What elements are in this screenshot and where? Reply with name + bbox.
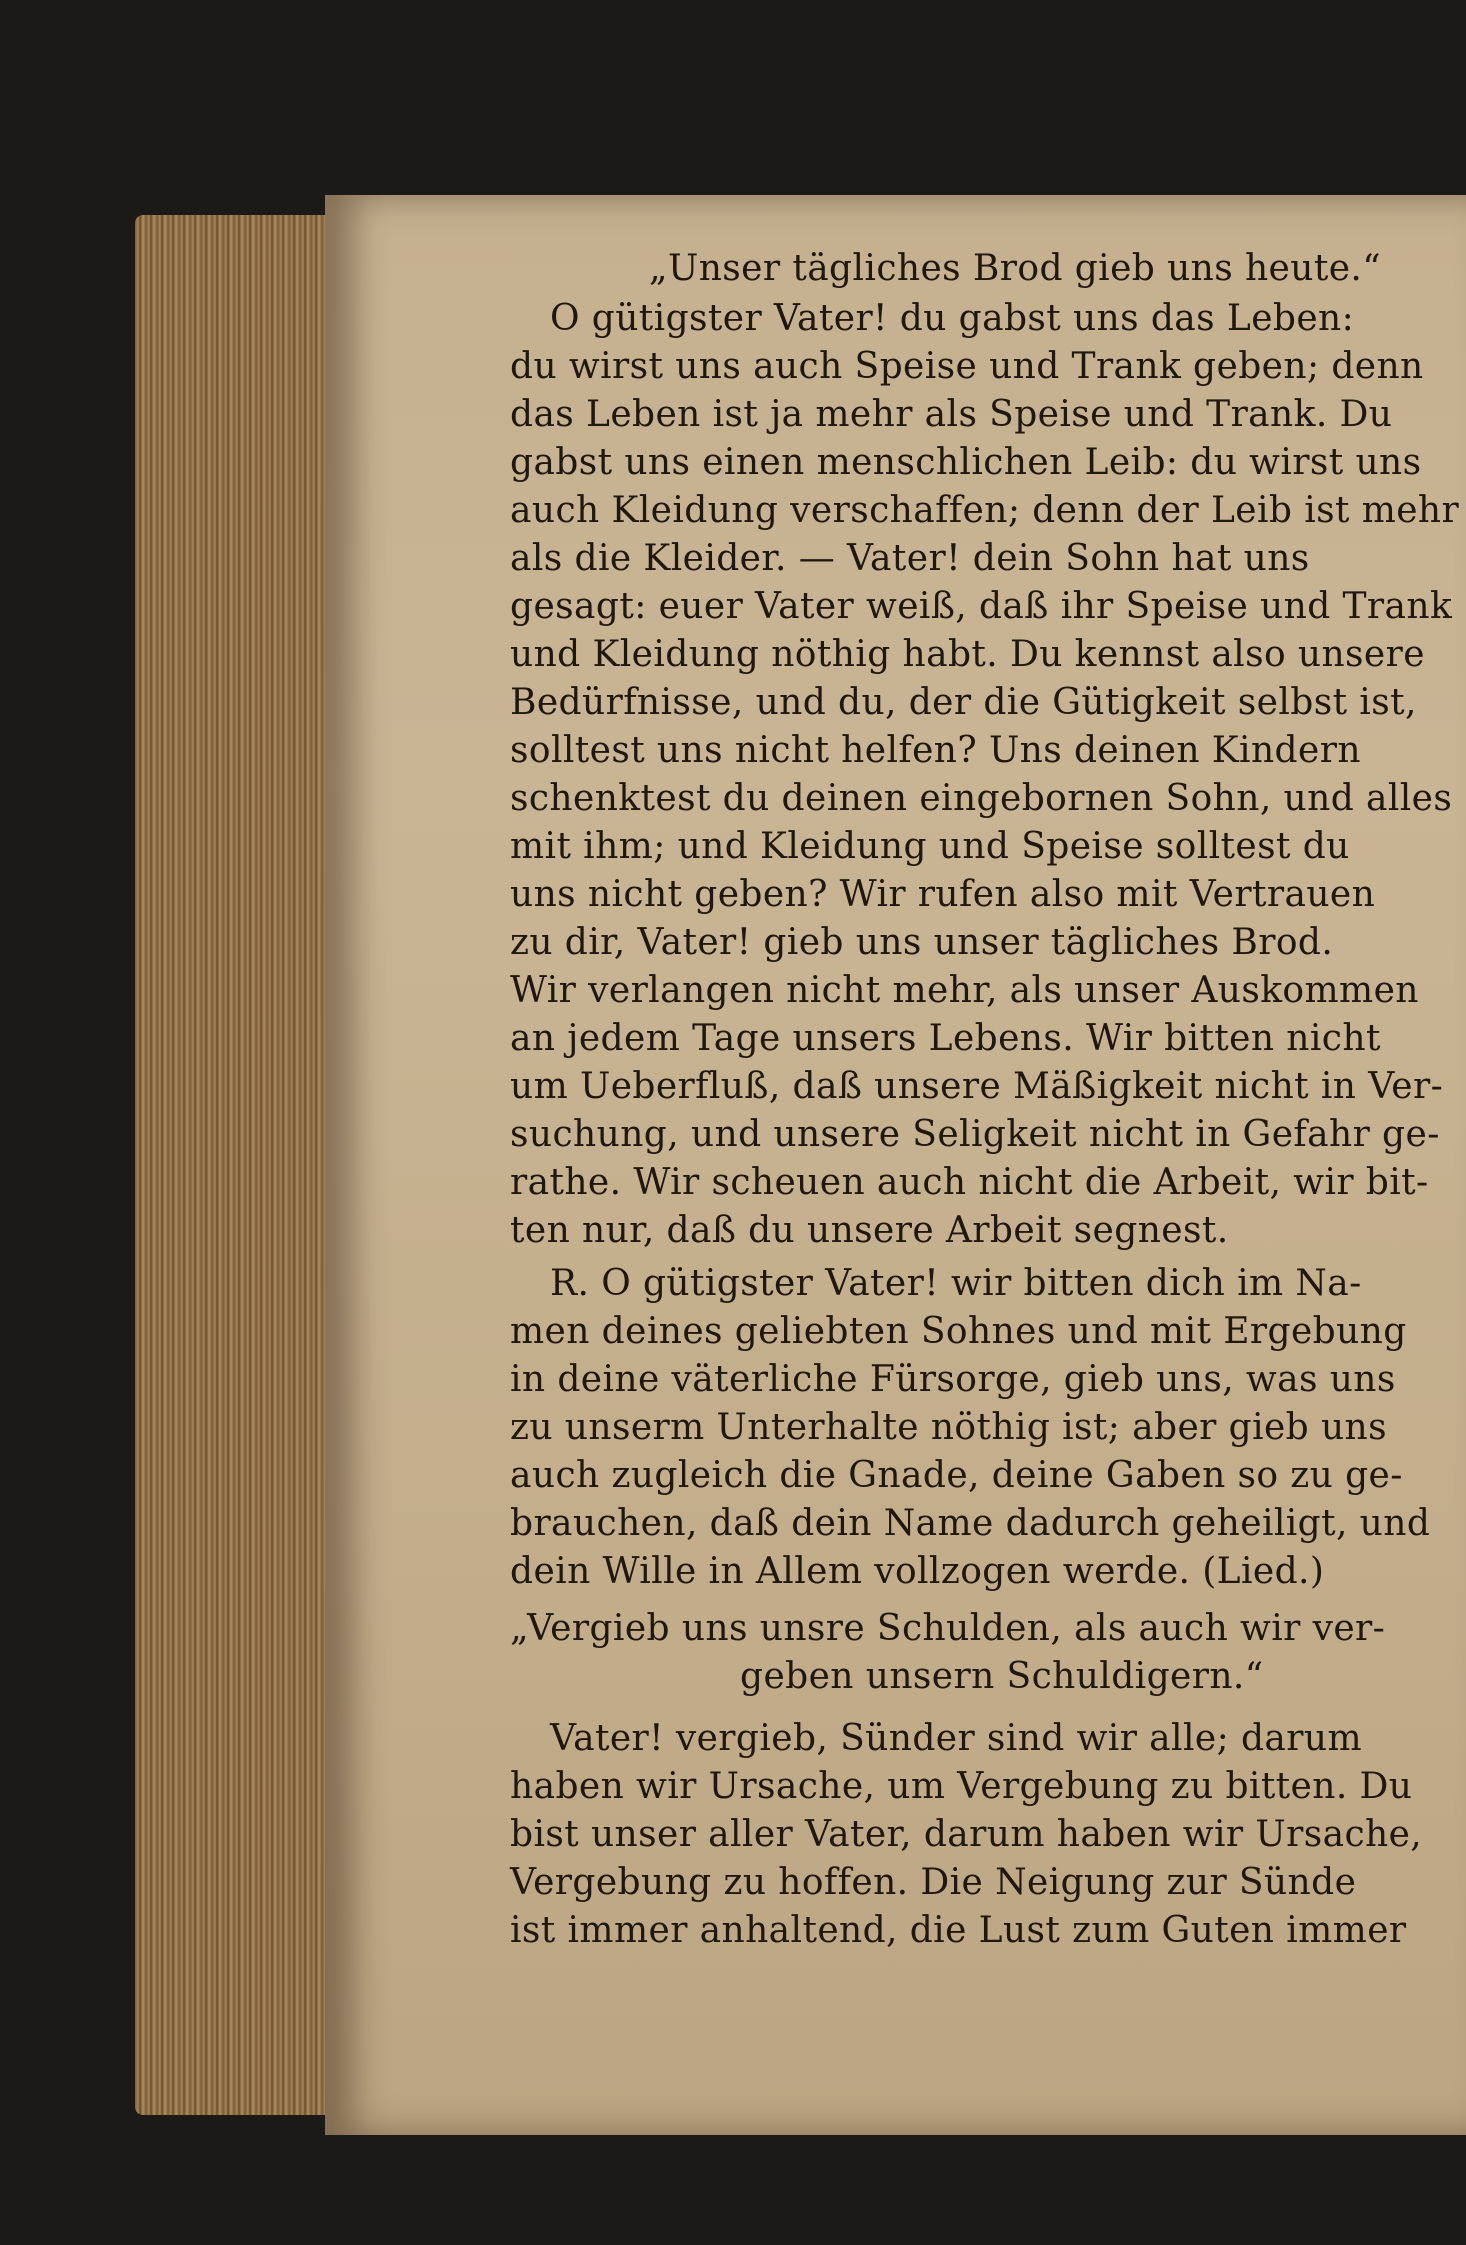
text-line: uns nicht geben? Wir rufen also mit Vertrauen (510, 874, 1376, 915)
text-line: dein Wille in Allem vollzogen werde. (Lied.) (510, 1551, 1325, 1592)
page-text (510, 245, 1466, 2145)
text-line: rathe. Wir scheuen auch nicht die Arbeit, wir bit- (510, 1162, 1429, 1203)
text-line: du wirst uns auch Speise und Trank geben; denn (510, 346, 1424, 387)
text-line: auch Kleidung verschaffen; denn der Leib ist mehr (510, 490, 1460, 531)
text-line: Wir verlangen nicht mehr, als unser Auskommen (510, 970, 1419, 1011)
text-line: zu unserm Unterhalte nöthig ist; aber gieb uns (510, 1407, 1388, 1448)
text-line: gabst uns einen menschlichen Leib: du wirst uns (510, 442, 1422, 483)
text-line: schenktest du deinen eingebornen Sohn, und alles (510, 778, 1453, 819)
heading-forgive: „Vergieb uns unsre Schulden, als auch wir ver- (510, 1608, 1386, 1649)
text-line: brauchen, daß dein Name dadurch geheiligt, und (510, 1503, 1431, 1544)
heading-bread: „Unser tägliches Brod gieb uns heute.“ (648, 248, 1382, 289)
text-line: Vergebung zu hoffen. Die Neigung zur Sünde (510, 1862, 1357, 1903)
text-line: auch zugleich die Gnade, deine Gaben so zu ge- (510, 1455, 1403, 1496)
text-line: men deines geliebten Sohnes und mit Ergebung (510, 1311, 1407, 1352)
text-line: suchung, und unsere Seligkeit nicht in Gefahr ge- (510, 1114, 1440, 1155)
text-line: das Leben ist ja mehr als Speise und Trank. Du (510, 394, 1393, 435)
text-line: und Kleidung nöthig habt. Du kennst also unsere (510, 634, 1425, 675)
text-line: mit ihm; und Kleidung und Speise solltest du (510, 826, 1350, 867)
text-line: ten nur, daß du unsere Arbeit segnest. (510, 1210, 1229, 1251)
response-line: R. O gütigster Vater! wir bitten dich im Na- (550, 1263, 1362, 1304)
text-line: um Ueberfluß, daß unsere Mäßigkeit nicht in Ver- (510, 1066, 1444, 1107)
text-line: zu dir, Vater! gieb uns unser tägliches Brod. (510, 922, 1334, 963)
book-page (325, 195, 1466, 2135)
text-line: solltest uns nicht helfen? Uns deinen Kindern (510, 730, 1361, 771)
heading-forgive-cont: geben unsern Schuldigern.“ (740, 1656, 1264, 1697)
text-line: gesagt: euer Vater weiß, daß ihr Speise und Trank (510, 586, 1453, 627)
text-line: ist immer anhaltend, die Lust zum Guten immer (510, 1910, 1407, 1951)
text-line: als die Kleider. — Vater! dein Sohn hat uns (510, 538, 1310, 579)
text-line: Bedürfnisse, und du, der die Gütigkeit selbst ist, (510, 682, 1417, 723)
page-edges (135, 215, 345, 2115)
book (135, 195, 1466, 2135)
text-line: Vater! vergieb, Sünder sind wir alle; darum (550, 1718, 1362, 1759)
text-line: an jedem Tage unsers Lebens. Wir bitten nicht (510, 1018, 1381, 1059)
text-line: in deine väterliche Fürsorge, gieb uns, was uns (510, 1359, 1396, 1400)
text-line: O gütigster Vater! du gabst uns das Leben: (550, 298, 1355, 339)
text-line: haben wir Ursache, um Vergebung zu bitten. Du (510, 1766, 1413, 1807)
text-line: bist unser aller Vater, darum haben wir Ursache, (510, 1814, 1423, 1855)
